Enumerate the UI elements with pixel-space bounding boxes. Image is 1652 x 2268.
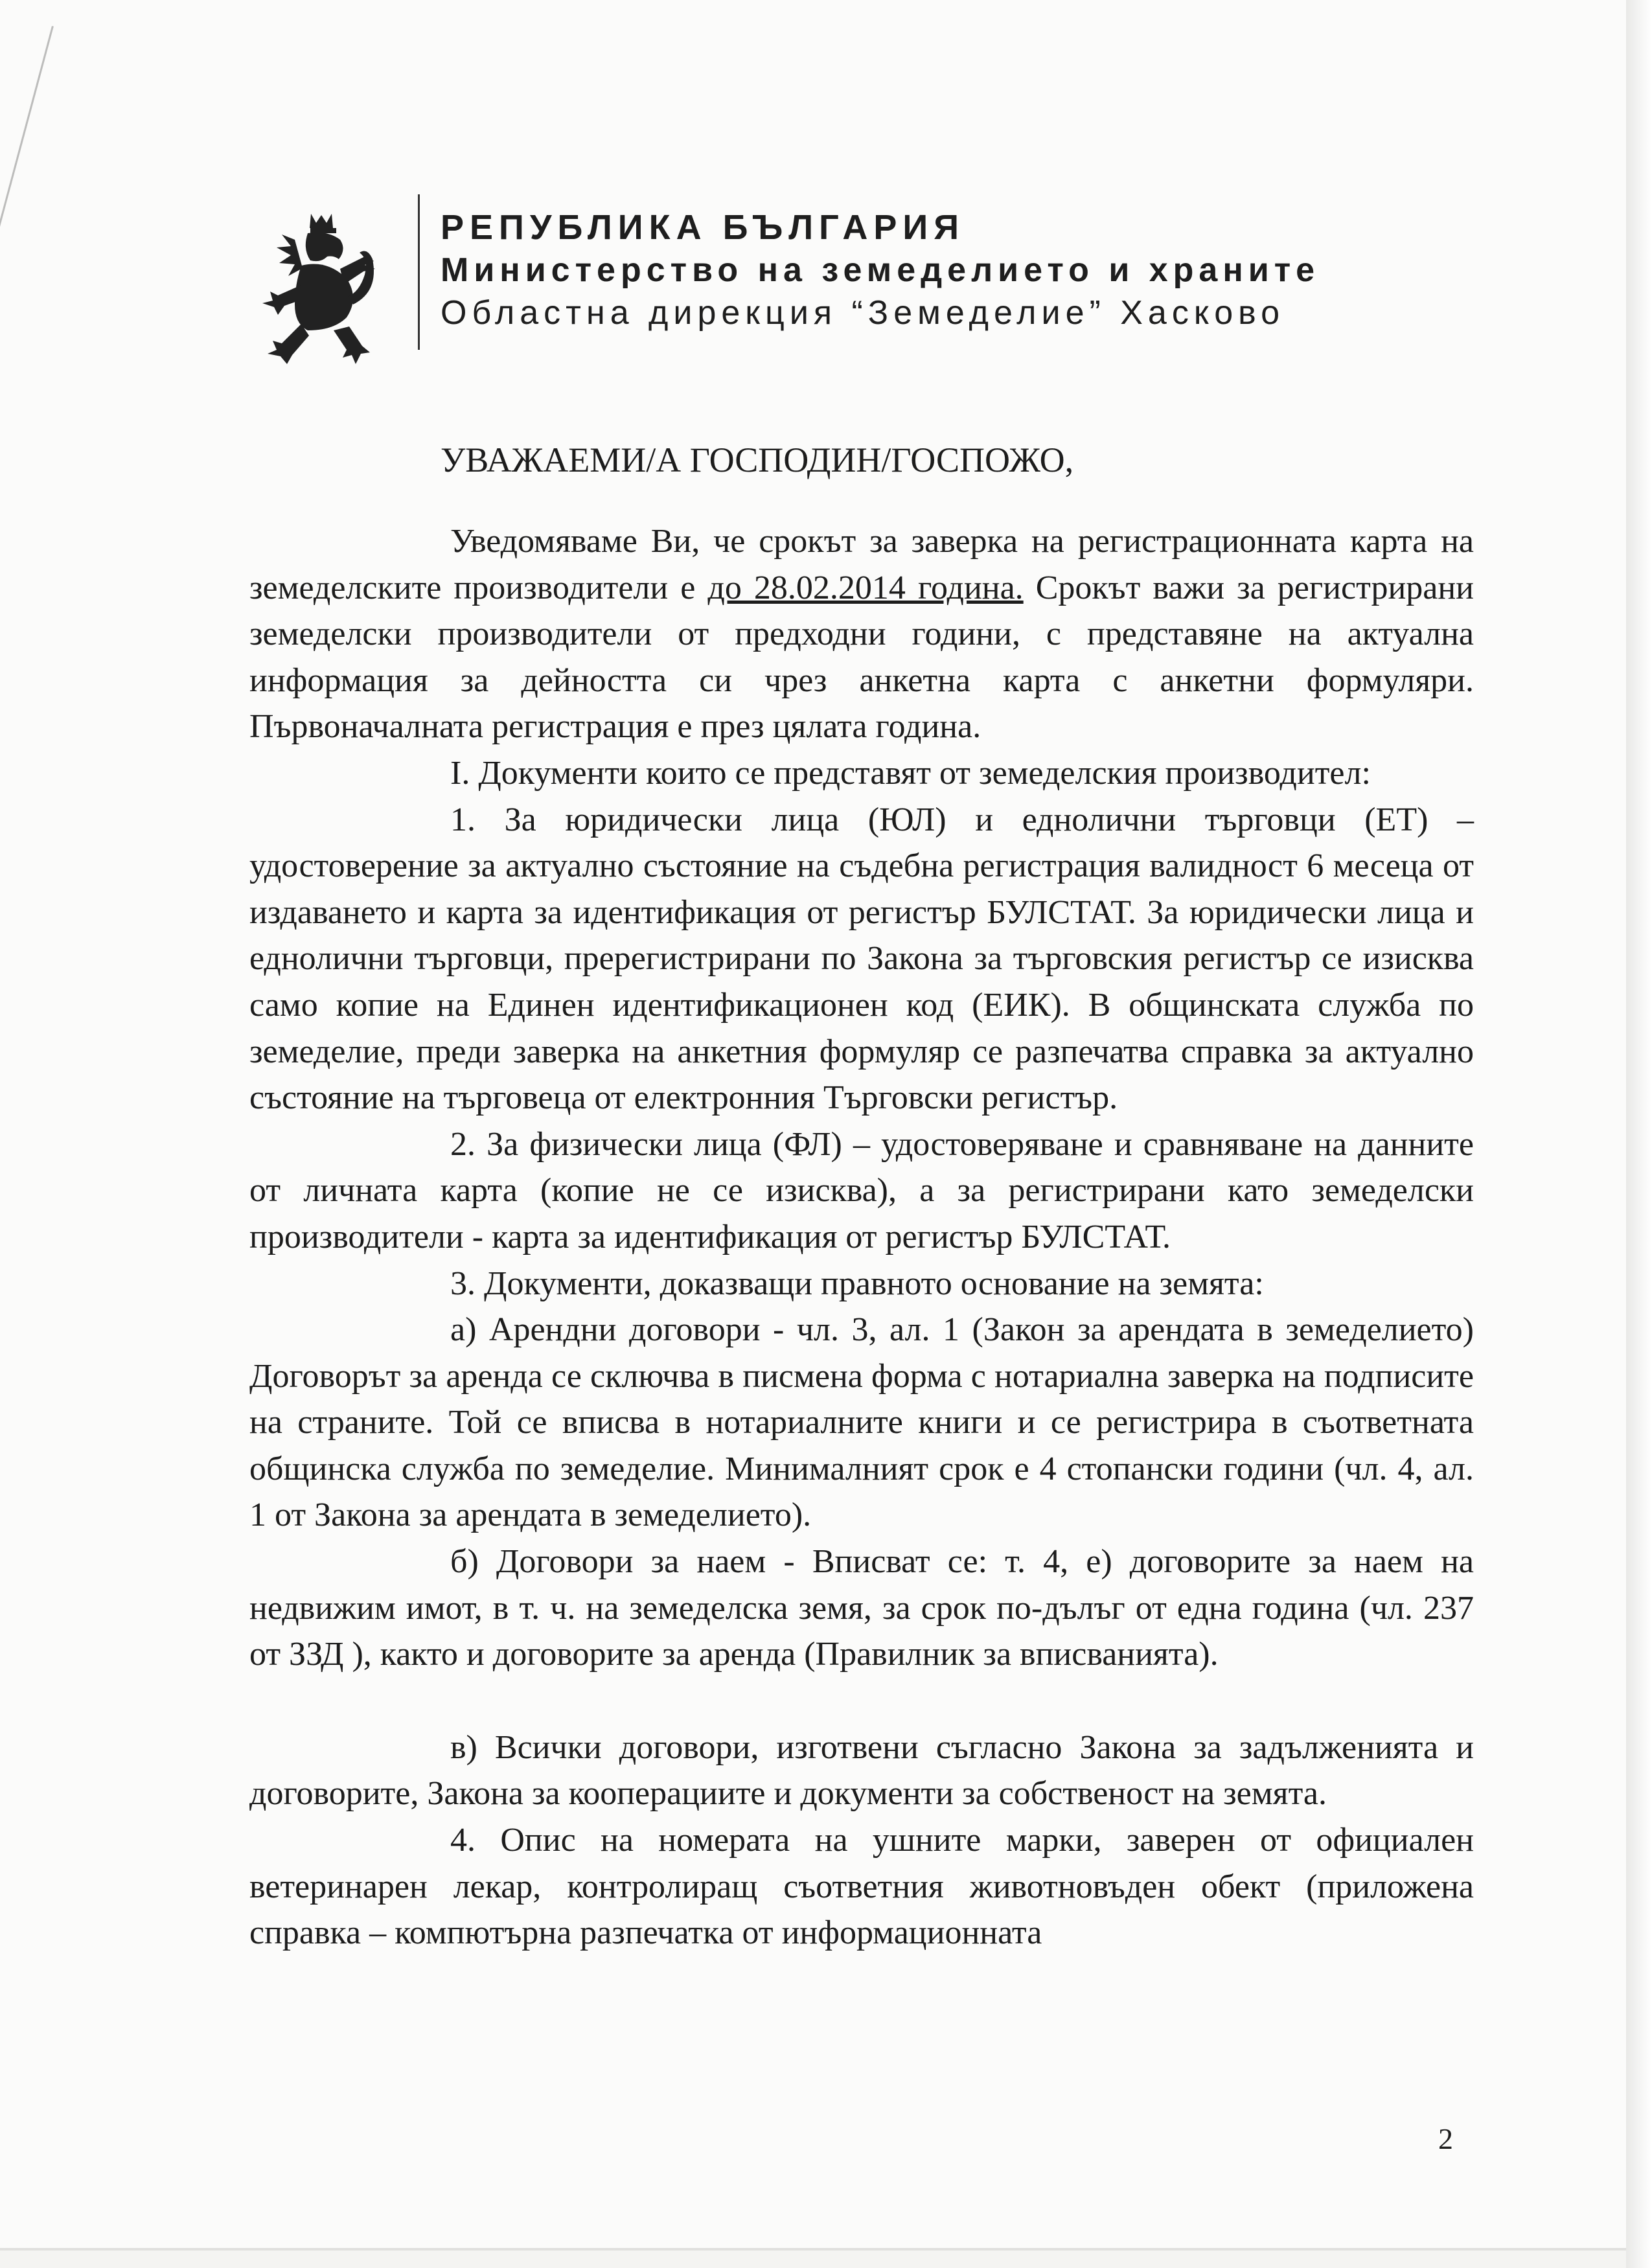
sub-item-other-contracts: в) Всички договори, изготвени съгласно Закона за задълженията и договорите, Закона за кооперациите и документи за собственост на земята. — [249, 1728, 1474, 1813]
country-name: РЕПУБЛИКА БЪЛГАРИЯ — [441, 208, 965, 247]
letter-body — [249, 518, 1474, 1956]
directorate-name: Областна дирекция “Земеделие” Хасково — [441, 294, 1285, 332]
letterhead — [256, 194, 1357, 382]
paragraph-spacer — [249, 1678, 1474, 1724]
ministry-name: Министерство на земеделието и храните — [441, 251, 1320, 289]
sub-item-rental-contracts: б) Договори за наем - Вписват се: т. 4, е) договорите за наем на недвижим имот, в т. ч. на земеделска земя, за срок по-дълъг от една година (чл. 237 от ЗЗД ), както и договорите за аренда (Правилник за вписванията). — [249, 1543, 1474, 1673]
letterhead-text — [441, 206, 1320, 334]
paragraph-notice — [249, 518, 1474, 750]
deadline-date: до 28.02.2014 година. — [707, 569, 1024, 606]
list-item-ear-tags: 4. Опис на номерата на ушните марки, заверен от официален ветеринарен лекар, контролиращ съответния животновъден обект (приложена справка – компютърна разпечатка от информационната — [249, 1822, 1474, 1952]
list-item-land-documents: 3. Документи, доказващи правното основание на земята: — [450, 1265, 1264, 1302]
notice-text-start: Уведомяваме Ви, че срокът за заверка на регистрационната карта на земеделските производители е — [249, 523, 1474, 606]
section-heading: I. Документи които се представят от земеделския производител: — [450, 754, 1371, 792]
salutation: УВАЖАЕМИ/А ГОСПОДИН/ГОСПОЖО, — [441, 441, 1074, 479]
scan-artifact-line — [0, 26, 54, 389]
page-number: 2 — [1438, 2122, 1453, 2155]
notice-text-end: Срокът важи за регистрирани земеделски производители от предходни години, с представяне на актуална информация за дейността си чрез анкетна карта с анкетни формуляри. Първоначалната регистрация е през цялата година. — [249, 569, 1474, 746]
lion-crest-icon — [256, 207, 385, 376]
letterhead-divider — [418, 194, 420, 350]
list-item-individuals: 2. За физически лица (ФЛ) – удостоверяване и сравняване на данните от личната карта (копие не се изисква), а за регистрирани като земеделски производители - карта за идентификация от регистър БУЛСТАТ. — [249, 1125, 1474, 1255]
list-item-legal-entities: 1. За юридически лица (ЮЛ) и еднолични търговци (ЕТ) – удостоверение за актуално състояние на съдебна регистрация валидност 6 месеца от издаването и карта за идентификация от регистър БУЛСТАТ. За юридически лица и еднолични търговци, пререгистрирани по Закона за търговския регистър се изисква само копие на Единен идентификационен код (ЕИК). В общинската служба по земеделие, преди заверка на анкетния формуляр се разпечатва справка за актуално състояние на търговеца от електронния Търговски регистър. — [249, 801, 1474, 1117]
sub-item-lease-contracts: а) Арендни договори - чл. 3, ал. 1 (Закон за арендата в земеделието) Договорът за аренда се сключва в писмена форма с нотариална заверка на подписите на страните. Той се вписва в нотариалните книги и се регистрира в съответната общинска служба по земеделие. Минималният срок е 4 стопански години (чл. 4, ал. 1 от Закона за арендата в земеделието). — [249, 1311, 1474, 1534]
scan-edge — [1626, 0, 1652, 2268]
